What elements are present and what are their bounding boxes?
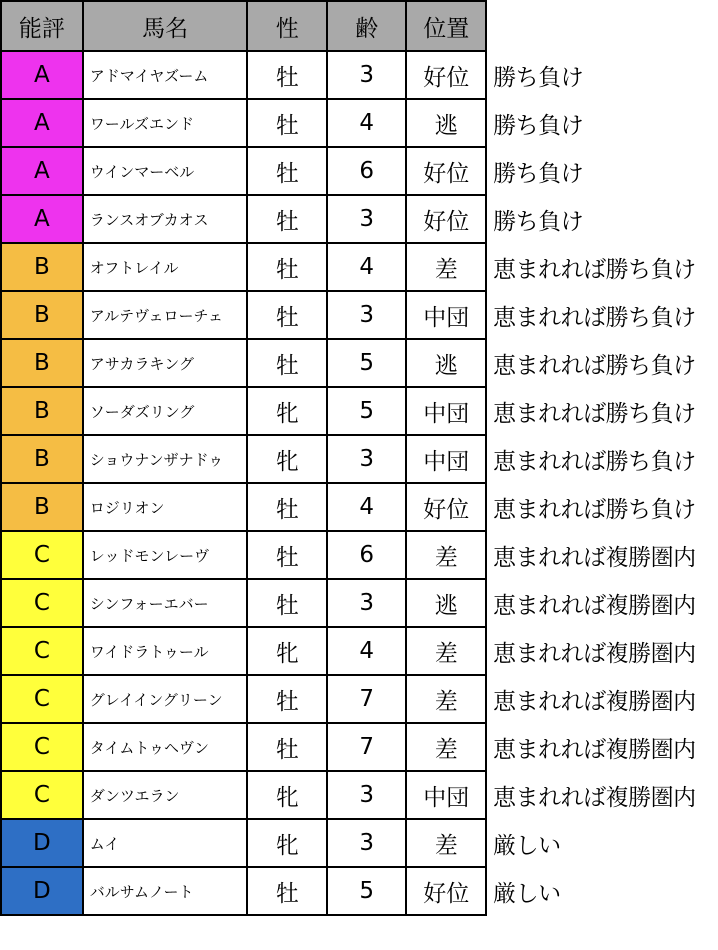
age-cell: 4	[327, 243, 406, 291]
position-cell: 差	[406, 243, 486, 291]
horse-name-cell: ウインマーベル	[83, 147, 248, 195]
table-row	[1, 387, 717, 435]
sex-cell: 牡	[247, 291, 326, 339]
horse-name-cell: タイムトゥヘヴン	[83, 723, 248, 771]
position-cell: 差	[406, 819, 486, 867]
assessment-note: 恵まれれば複勝圏内	[493, 592, 696, 619]
sex-cell: 牡	[247, 99, 326, 147]
grade-cell: C	[1, 627, 83, 675]
position-cell: 逃	[406, 99, 486, 147]
header-name: 馬名	[83, 1, 248, 51]
horse-name-cell: ワイドラトゥール	[83, 627, 248, 675]
age-cell: 7	[327, 723, 406, 771]
table-row	[1, 723, 717, 771]
sex-cell: 牡	[247, 339, 326, 387]
horse-name-cell: グレイイングリーン	[83, 675, 248, 723]
age-cell: 3	[327, 51, 406, 99]
age-cell: 4	[327, 627, 406, 675]
position-cell: 差	[406, 627, 486, 675]
assessment-note: 恵まれれば勝ち負け	[493, 352, 696, 379]
table-row	[1, 675, 717, 723]
header-note-blank	[486, 1, 717, 51]
horse-name-cell: ワールズエンド	[83, 99, 248, 147]
horse-name-cell: アドマイヤズーム	[83, 51, 248, 99]
table-row	[1, 99, 717, 147]
horse-name-cell: オフトレイル	[83, 243, 248, 291]
grade-cell: D	[1, 867, 83, 915]
age-cell: 3	[327, 771, 406, 819]
age-cell: 6	[327, 531, 406, 579]
position-cell: 中団	[406, 387, 486, 435]
sex-cell: 牡	[247, 579, 326, 627]
age-cell: 4	[327, 483, 406, 531]
assessment-note: 勝ち負け	[493, 112, 584, 139]
horse-name-cell: バルサムノート	[83, 867, 248, 915]
grade-cell: B	[1, 339, 83, 387]
table-row	[1, 147, 717, 195]
sex-cell: 牡	[247, 675, 326, 723]
grade-cell: B	[1, 435, 83, 483]
age-cell: 6	[327, 147, 406, 195]
assessment-note: 勝ち負け	[493, 160, 584, 187]
grade-cell: C	[1, 579, 83, 627]
position-cell: 差	[406, 531, 486, 579]
sex-cell: 牝	[247, 627, 326, 675]
grade-cell: A	[1, 99, 83, 147]
table-row	[1, 291, 717, 339]
horse-name-cell: ダンツエラン	[83, 771, 248, 819]
table-body	[1, 51, 717, 915]
position-cell: 逃	[406, 579, 486, 627]
assessment-note: 恵まれれば勝ち負け	[493, 448, 696, 475]
grade-cell: C	[1, 771, 83, 819]
header-sex: 性	[247, 1, 326, 51]
age-cell: 3	[327, 435, 406, 483]
header-position: 位置	[406, 1, 486, 51]
sex-cell: 牡	[247, 51, 326, 99]
assessment-note: 厳しい	[493, 880, 561, 907]
assessment-note: 勝ち負け	[493, 64, 584, 91]
table-row	[1, 243, 717, 291]
position-cell: 好位	[406, 483, 486, 531]
table-row	[1, 867, 717, 915]
age-cell: 3	[327, 291, 406, 339]
age-cell: 3	[327, 195, 406, 243]
sex-cell: 牡	[247, 867, 326, 915]
position-cell: 好位	[406, 867, 486, 915]
grade-cell: A	[1, 195, 83, 243]
position-cell: 逃	[406, 339, 486, 387]
assessment-note: 恵まれれば勝ち負け	[493, 400, 696, 427]
table-row	[1, 531, 717, 579]
horse-name-cell: レッドモンレーヴ	[83, 531, 248, 579]
assessment-note: 恵まれれば勝ち負け	[493, 256, 696, 283]
horse-name-cell: ロジリオン	[83, 483, 248, 531]
assessment-note: 恵まれれば勝ち負け	[493, 496, 696, 523]
sex-cell: 牡	[247, 723, 326, 771]
table-row	[1, 435, 717, 483]
sex-cell: 牡	[247, 531, 326, 579]
grade-cell: B	[1, 483, 83, 531]
grade-cell: B	[1, 291, 83, 339]
sex-cell: 牝	[247, 771, 326, 819]
position-cell: 中団	[406, 291, 486, 339]
horse-name-cell: シンフォーエバー	[83, 579, 248, 627]
assessment-note: 勝ち負け	[493, 208, 584, 235]
table-row	[1, 579, 717, 627]
age-cell: 3	[327, 819, 406, 867]
age-cell: 7	[327, 675, 406, 723]
assessment-note: 恵まれれば勝ち負け	[493, 304, 696, 331]
sex-cell: 牝	[247, 435, 326, 483]
header-grade: 能評	[1, 1, 83, 51]
grade-cell: C	[1, 675, 83, 723]
position-cell: 差	[406, 675, 486, 723]
sex-cell: 牝	[247, 387, 326, 435]
assessment-note: 厳しい	[493, 832, 561, 859]
horse-name-cell: ソーダズリング	[83, 387, 248, 435]
assessment-note: 恵まれれば複勝圏内	[493, 736, 696, 763]
age-cell: 5	[327, 339, 406, 387]
table-row	[1, 771, 717, 819]
position-cell: 差	[406, 723, 486, 771]
position-cell: 中団	[406, 771, 486, 819]
assessment-note: 恵まれれば複勝圏内	[493, 544, 696, 571]
position-cell: 中団	[406, 435, 486, 483]
age-cell: 4	[327, 99, 406, 147]
table-row	[1, 339, 717, 387]
grade-cell: D	[1, 819, 83, 867]
grade-cell: A	[1, 51, 83, 99]
table-row	[1, 51, 717, 99]
sex-cell: 牝	[247, 819, 326, 867]
horse-name-cell: ムイ	[83, 819, 248, 867]
assessment-note: 恵まれれば複勝圏内	[493, 784, 696, 811]
header-age: 齢	[327, 1, 406, 51]
table-row	[1, 195, 717, 243]
grade-cell: C	[1, 723, 83, 771]
sex-cell: 牡	[247, 195, 326, 243]
horse-name-cell: アルテヴェローチェ	[83, 291, 248, 339]
sex-cell: 牡	[247, 483, 326, 531]
assessment-note: 恵まれれば複勝圏内	[493, 688, 696, 715]
table-row	[1, 627, 717, 675]
table-row	[1, 483, 717, 531]
header-row	[1, 1, 717, 51]
grade-cell: C	[1, 531, 83, 579]
assessment-note: 恵まれれば複勝圏内	[493, 640, 696, 667]
position-cell: 好位	[406, 51, 486, 99]
age-cell: 5	[327, 867, 406, 915]
grade-cell: B	[1, 387, 83, 435]
sex-cell: 牡	[247, 147, 326, 195]
table-row	[1, 819, 717, 867]
sex-cell: 牡	[247, 243, 326, 291]
age-cell: 5	[327, 387, 406, 435]
grade-cell: B	[1, 243, 83, 291]
horse-name-cell: アサカラキング	[83, 339, 248, 387]
grade-cell: A	[1, 147, 83, 195]
horse-name-cell: ランスオブカオス	[83, 195, 248, 243]
age-cell: 3	[327, 579, 406, 627]
position-cell: 好位	[406, 195, 486, 243]
position-cell: 好位	[406, 147, 486, 195]
horse-name-cell: ショウナンザナドゥ	[83, 435, 248, 483]
